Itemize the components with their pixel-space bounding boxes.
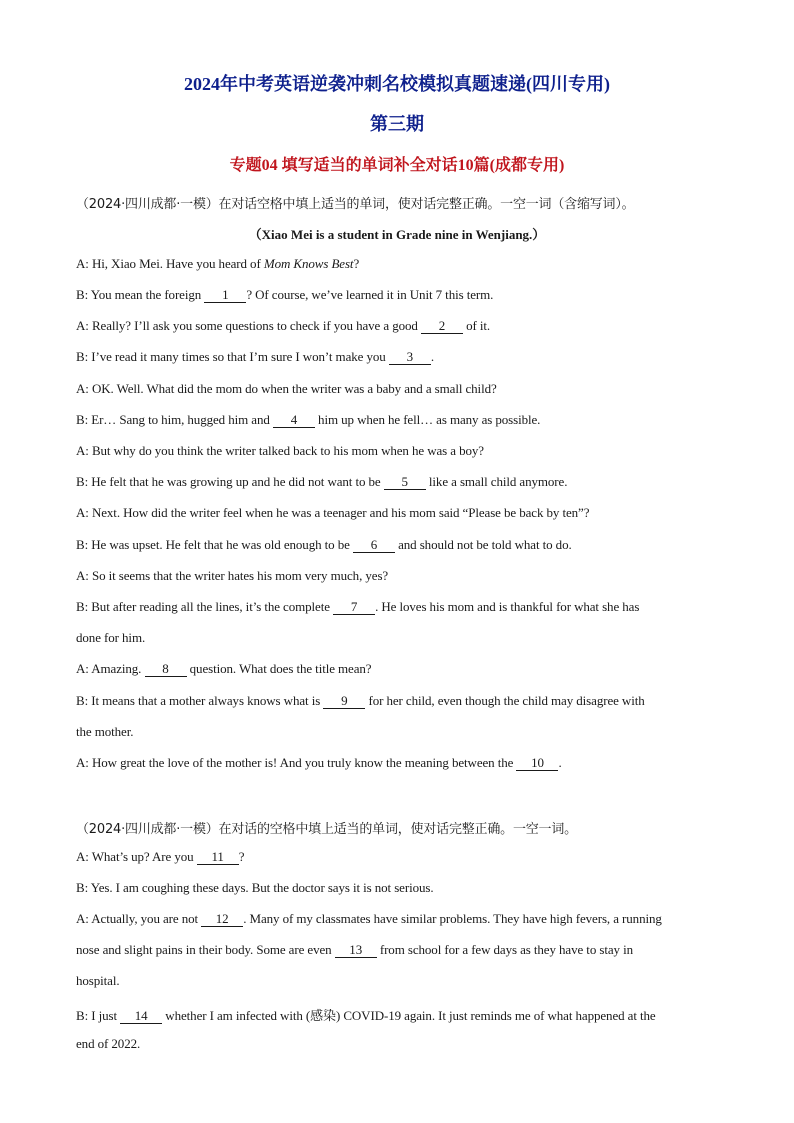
dialogue-line [76,693,726,709]
passage-title: （Xiao Mei is a student in Grade nine in Wenjiang.） [248,227,546,242]
dialogue-line: A: So it seems that the writer hates his mom very much, yes? [76,568,389,583]
blank-3[interactable]: 3 [389,350,431,365]
dialogue-line [76,661,726,677]
dialogue-line: end of 2022. [76,1036,141,1051]
section1-instruction: （2024·四川成都·一模）在对话空格中填上适当的单词，使对话完整正确。一空一词（含缩写词）。 [76,197,635,212]
line-text: . Many of my classmates have similar problems. They have high fevers, a running [243,911,662,926]
blank-12[interactable]: 12 [201,912,243,927]
line-text: B: He was upset. He felt that he was old enough to be [76,537,353,552]
dialogue-line: hospital. [76,973,120,988]
line-text: . [430,349,434,364]
line-text: for her child, even though the child may disagree with [365,693,645,708]
line-text: . He loves his mom and is thankful for what she has [375,599,640,614]
line-text: B: He felt that he was growing up and he did not want to be [76,474,384,489]
line-text: A: Hi, Xiao Mei. Have you heard of [76,256,264,271]
line-text: nose and slight pains in their body. Some are even [76,942,335,957]
line-text: B: I’ve read it many times so that I’m sure I won’t make you [76,349,389,364]
blank-7[interactable]: 7 [333,600,375,615]
dialogue-line [76,412,726,428]
blank-11[interactable]: 11 [197,850,239,865]
dialogue-line [76,755,726,771]
line-text: B: You mean the foreign [76,287,205,302]
line-text: A: Amazing. [76,661,145,676]
line-text: question. What does the title mean? [186,661,372,676]
dialogue-line: A: OK. Well. What did the mom do when the writer was a baby and a small child? [76,381,497,396]
blank-9[interactable]: 9 [323,694,365,709]
dialogue-line [76,537,726,553]
issue-label: 第三期 [370,114,424,134]
line-text: and should not be told what to do. [394,537,572,552]
line-text: A: Really? I’ll ask you some questions to check if you have a good [76,318,421,333]
line-text: B: It means that a mother always knows what is [76,693,324,708]
dialogue-line: B: Yes. I am coughing these days. But the doctor says it is not serious. [76,880,434,895]
line-text: A: How great the love of the mother is! And you truly know the meaning between the [76,755,517,770]
blank-8[interactable]: 8 [145,662,187,677]
blank-10[interactable]: 10 [516,756,558,771]
dialogue-line [76,349,726,365]
line-text: B: But after reading all the lines, it’s the complete [76,599,334,614]
book-title: Mom Knows Best [263,256,354,271]
dialogue-line: A: But why do you think the writer talked back to his mom when he was a boy? [76,443,484,458]
line-text: A: Actually, you are not [76,911,202,926]
topic-heading: 专题04 填写适当的单词补全对话10篇(成都专用) [229,157,565,174]
dialogue-line [76,911,726,927]
line-text: B: I just [76,1008,121,1023]
line-text: whether I am infected with (感染) COVID-19 again. It just reminds me of what happened at the [162,1008,656,1023]
blank-6[interactable]: 6 [353,538,395,553]
line-text: like a small child anymore. [425,474,568,489]
dialogue-line: the mother. [76,724,134,739]
line-text: ? [238,849,245,864]
dialogue-line [76,318,726,334]
blank-5[interactable]: 5 [384,475,426,490]
blank-13[interactable]: 13 [335,943,377,958]
dialogue-line: A: Next. How did the writer feel when he was a teenager and his mom said “Please be back by ten”? [76,505,590,520]
dialogue-line [76,942,726,958]
blank-14[interactable]: 14 [120,1009,162,1024]
dialogue-line: done for him. [76,630,146,645]
blank-4[interactable]: 4 [273,413,315,428]
dialogue-line [76,1005,726,1024]
line-text: ? Of course, we’ve learned it in Unit 7 this term. [246,287,494,302]
section2-instruction: （2024·四川成都·一模）在对话的空格中填上适当的单词，使对话完整正确。一空一词。 [76,822,577,837]
dialogue-line [76,849,726,865]
blank-1[interactable]: 1 [204,288,246,303]
line-text: from school for a few days as they have to stay in [376,942,633,957]
line-text: B: Er… Sang to him, hugged him and [76,412,273,427]
line-text: A: What’s up? Are you [76,849,197,864]
line-text: of it. [462,318,491,333]
dialogue-line [76,599,726,615]
line-text: . [558,755,562,770]
dialogue-line [76,474,726,490]
document-title: 2024年中考英语逆袭冲刺名校模拟真题速递(四川专用) [184,74,610,94]
line-text: ? [353,256,360,271]
line-text: him up when he fell… as many as possible. [314,412,541,427]
blank-2[interactable]: 2 [421,319,463,334]
dialogue-line [76,287,726,303]
dialogue-line [76,256,726,272]
